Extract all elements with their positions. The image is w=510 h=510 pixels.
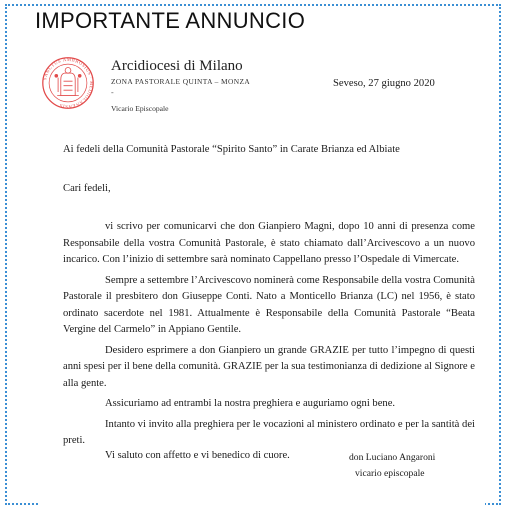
archdiocese-seal-icon xyxy=(41,56,95,110)
letter-closing: Vi saluto con affetto e vi benedico di cuore. xyxy=(105,450,290,461)
signature-block xyxy=(349,450,435,482)
letter-date: Seveso, 27 giugno 2020 xyxy=(333,78,435,89)
announcement-banner-title: IMPORTANTE ANNUNCIO xyxy=(35,8,306,33)
body-paragraph: Intanto vi invito alla preghiera per le vocazioni al ministero ordinato e per la santità dei preti. xyxy=(63,418,475,446)
letter-addressee: Ai fedeli della Comunità Pastorale “Spirito Santo” in Carate Brianza ed Albiate xyxy=(63,144,400,155)
signature-name: don Luciano Angaroni xyxy=(349,452,436,463)
seal-text: SANCTUS AMBROSIUS · MEDIOLANENSIS xyxy=(43,57,94,109)
office-label: Vicario Episcopale xyxy=(111,104,169,113)
archdiocese-name: Arcidiocesi di Milano xyxy=(111,58,243,74)
letter-document xyxy=(39,46,485,506)
body-paragraph: Desidero esprimere a don Gianpiero un grande GRAZIE per tutto l’impegno di questi anni spesi per il bene della comunità. GRAZIE per la sua testimonianza di dedizione al Signore e alla gente. xyxy=(63,344,475,389)
letter-salutation: Cari fedeli, xyxy=(63,183,111,194)
body-paragraph: Assicuriamo ad entrambi la nostra preghiera e auguriamo ogni bene. xyxy=(105,398,396,409)
body-paragraph: vi scrivo per comunicarvi che don Gianpiero Magni, dopo 10 anni di presenza come Responsabile della vostra Comunità Pastorale, è stato chiamato dall’Arcivescovo a un nuovo incarico. Con l’inizio di settembre sarà nominato Cappellano presso l’Ospedale di Vimercate. xyxy=(63,221,475,265)
body-paragraph: Sempre a settembre l’Arcivescovo nominerà come Responsabile della vostra Comunità Pastorale il presbitero don Giuseppe Conti. Nato a Monticello Brianza (LC) nel 1956, è stato ordinato sacerdote nel 1981. Attualmente è Responsabile della Comunità Pastorale “Beata Vergine del Carmelo” in Appiano Gentile. xyxy=(63,274,475,335)
pastoral-zone: ZONA PASTORALE QUINTA – MONZA xyxy=(111,77,251,86)
signature-title: vicario episcopale xyxy=(355,468,425,479)
announcement-frame xyxy=(5,4,501,505)
letter-body xyxy=(63,219,475,454)
letterhead-separator: - xyxy=(111,88,114,97)
